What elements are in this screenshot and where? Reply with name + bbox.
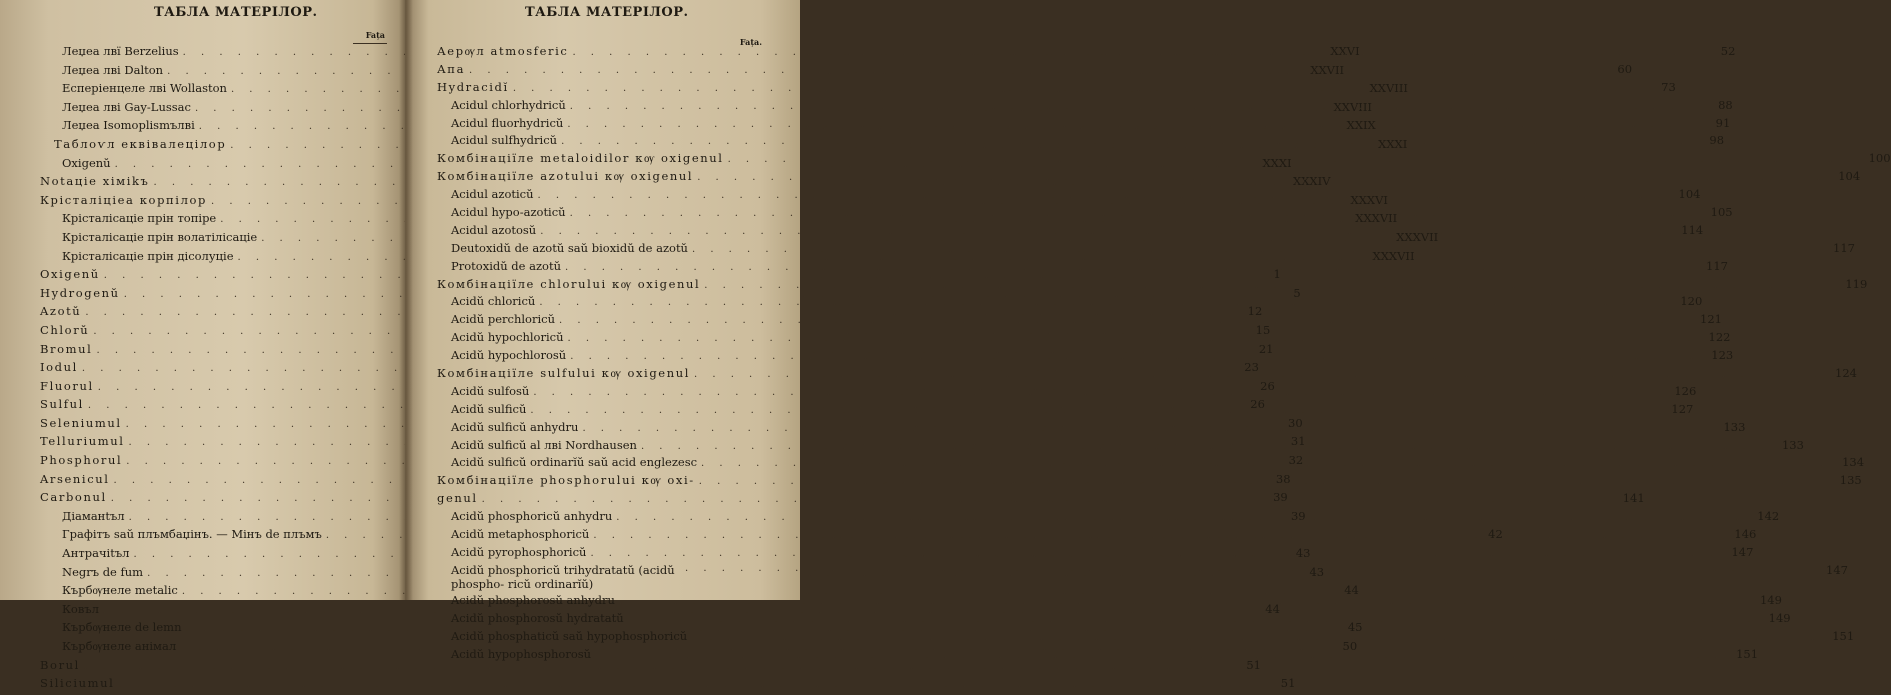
toc-entry-page: XXXVII [1396,229,1439,244]
toc-entry-page: 52 [1720,44,1736,58]
dot-leader [628,614,1757,625]
toc-entry-page: 127 [1671,401,1694,416]
toc-entry-title: Acidul fluorhydricŭ [451,115,564,130]
toc-entry-title: Леџеа лві Dalton [62,62,164,77]
toc-entry-page: 133 [1723,419,1746,434]
toc-entry-page: 151 [1736,646,1759,661]
toc-entry-title: Acidŭ sulficŭ ordinarĭŭ saŭ acid englezesc [451,455,698,470]
dot-leader [694,369,1823,380]
dot-leader [697,172,1826,183]
dot-leader [482,494,1611,505]
toc-entry-page: 147 [1731,544,1754,559]
dot-leader [641,441,1770,452]
toc-entry-page: 119 [1845,276,1868,291]
toc-entry-title: Oxigenŭ [40,267,100,282]
dot-leader [590,548,1719,559]
toc-entry-page: 104 [1838,169,1861,184]
dot-leader [728,154,1857,165]
toc-entry-page: 121 [1700,312,1722,327]
toc-entry-title: Acidŭ phosphoricŭ trihydratatŭ (acidŭ phospho- ricŭ ordinarĭŭ) [451,562,675,591]
toc-entry-page: 30 [1288,415,1303,430]
toc-entry-title: Кърбѹнеле de lemn [62,620,182,635]
toc-entry-title: Acidul azoticŭ [451,187,534,202]
dot-leader [568,333,1697,344]
toc-entry-page: 39 [1290,508,1306,523]
toc-entry-page: XXXVII [1372,248,1415,263]
dot-leader [692,244,1821,255]
toc-entry [437,276,1868,295]
toc-entry-page: XXVIII [1369,81,1408,96]
dot-leader [570,351,1699,362]
toc-entry-page: 43 [1309,564,1325,579]
toc-entry-page: 120 [1680,294,1703,309]
toc-entry-page: XXXI [1262,155,1292,170]
toc-entry-title: Bromul [40,341,93,356]
toc-entry-title: Кърбѹнеле metalic [62,583,178,598]
toc-entry-page: 122 [1708,330,1731,345]
toc-entry-page: 44 [1344,583,1359,598]
toc-entry-page: 105 [1710,205,1733,220]
toc-entry-title: Антрачіtъл [62,546,130,561]
toc-entry-page: 142 [1757,509,1780,524]
dot-leader [567,118,1696,133]
toc-entry-page: 126 [1674,383,1697,398]
dot-leader [572,47,1701,58]
toc-entry-title: Acidŭ phosphaticŭ saŭ hypophosphoricŭ [451,628,688,643]
toc-entry-page: XXVIII [1333,99,1372,114]
toc-entry-page: 98 [1709,133,1725,148]
toc-entry-title: Графітъ saŭ плъмбаџінъ. — Мінъ de плъмъ [62,527,322,542]
dot-leader [570,101,1699,112]
toc-entry-title: Acidŭ phosphorosŭ anhydru [451,592,615,607]
toc-entry-title: Леџеа лвї Berzelius [62,44,179,58]
toc-entry-title: Carbonul [40,490,107,505]
toc-entry-page: 51 [1280,676,1296,691]
dot-leader [561,136,1690,147]
toc-entry-page: 123 [1711,348,1734,363]
toc-entry-title: Acidŭ pyrophosphoricŭ [451,544,587,559]
dot-leader [538,190,1667,201]
toc-entry-title: Леџеа лві Gay-Lussac [62,99,191,114]
toc-entry-title: Acidŭ hypochlorosŭ [451,348,567,363]
toc-entry [40,676,1296,695]
toc-entry-title: Oxigenŭ [62,155,111,170]
toc-entry-title: Hydracidĭ [437,79,509,94]
toc-entry [437,294,1703,312]
toc-entry-page: 91 [1715,115,1731,130]
dot-leader [619,596,1748,607]
toc-entry-title: Acidŭ chloricŭ [451,294,536,309]
toc-entry-page: 114 [1681,222,1704,237]
toc-entry-page: 44 [1265,601,1280,616]
toc-entry-title: Borul [40,657,80,672]
toc-entry-title: Chlorŭ [40,322,90,337]
toc-entry-title: Acidul sulfhydricŭ [451,133,558,148]
dot-leader [691,632,1820,643]
toc-entry-title: Protoxidŭ de azotŭ [451,258,561,273]
toc-entry-page: 124 [1835,366,1857,381]
dot-leader [616,512,1745,523]
toc-entry-title: Леџеа Isomoplismълві [62,118,195,133]
toc-entry-page: 21 [1258,341,1274,356]
toc-entry-title: Hydrogenŭ [40,285,120,300]
toc-entry-title: Таблоѵл еквівалецілор [54,136,227,151]
toc-entry-title: Acidŭ hypophosphorosŭ [451,646,592,661]
toc-entry-page: 149 [1768,610,1791,625]
toc-entry-title: Ковъл [62,601,99,616]
toc-entry-title: Deutoxidŭ de azotŭ saŭ bioxidŭ de azotŭ [451,240,688,255]
toc-entry-page: 133 [1781,437,1804,452]
toc-entry-title: Крісталісаціе прін топіре [62,211,217,226]
dot-leader [701,458,1830,469]
toc-entry-page: 26 [1260,378,1275,393]
dot-leader [685,563,1814,574]
toc-entry-page: 45 [1347,620,1363,635]
dot-leader [539,297,1668,308]
dot-leader [582,423,1711,434]
toc-entry-page: 60 [1617,61,1633,76]
dot-leader [570,208,1699,219]
toc-entry-page: 117 [1833,240,1855,255]
running-head-right: ТАБЛА МАТЕРІЛОР. [525,5,689,20]
dot-leader [595,650,1724,661]
dot-leader [540,226,1669,237]
toc-entry-title: Telluriumul [40,434,125,449]
dot-leader [513,83,1642,94]
toc-entry [40,657,1261,677]
toc-entry-page: 50 [1342,639,1358,653]
toc-entry-page: 51 [1246,657,1261,672]
toc-entry-title: Acidul hypo-azoticŭ [451,205,566,220]
toc-entry-page: 146 [1734,527,1757,542]
page-column-label-left: Fața [365,30,385,40]
toc-entry-title: Комбінаціїле phosphorului кѹ oxi- [437,473,695,488]
toc-entry-title: Iodul [40,360,78,375]
dot-leader [469,62,1598,77]
toc-entry-page: XXIX [1346,118,1376,133]
toc-entry-page: 100 [1868,151,1891,166]
toc-entry-page: XXXVII [1355,211,1398,226]
toc-entry-title: Acidŭ sulfosŭ [451,383,530,398]
toc-entry-title: genul [437,491,478,506]
toc-entry-page: 141 [1622,491,1645,506]
toc-entry-page: 104 [1678,187,1701,202]
toc-entry-page: 149 [1759,592,1782,607]
toc-entry-title: Azotŭ [40,304,82,319]
toc-entry-title: Acidŭ hypochloricŭ [451,330,564,345]
dot-leader [118,679,1247,690]
toc-entry-title: Negrъ de fum [62,564,144,579]
toc-entry-title: Arsenicul [40,471,110,486]
toc-entry-page: XXXI [1378,136,1408,151]
toc-entry-title: Апа [437,61,466,76]
toc-entry-title: Крісталісаціе прін дісолуціе [62,248,234,263]
toc-entry-title: Комбінаціїле chlorului кѹ oxigenul [437,276,701,291]
dot-leader [704,280,1833,291]
toc-entry-page: 88 [1718,97,1733,112]
dot-leader [699,476,1828,487]
book-gutter [399,0,413,600]
toc-entry-page: XXXVI [1350,192,1388,207]
dot-leader [530,405,1659,416]
dot-leader [565,262,1694,273]
toc-entry-title: Acidŭ sulficŭ al лві Nordhausen [451,437,637,452]
dot-leader [593,530,1722,541]
toc-entry-page: 117 [1706,258,1728,273]
toc-entry-page: 32 [1288,453,1304,468]
toc-entry-title: Fluorul [40,378,94,393]
toc-entry-page: 12 [1247,304,1263,319]
toc-entry-title: Крісталісаціе прін волатілісаціе [62,229,258,244]
toc-entry-title: Siliciumul [40,676,115,691]
toc-entry-page: 73 [1661,79,1676,94]
toc-entry-title: Acidul chlorhydricŭ [451,97,566,112]
toc-entry-title: Acidŭ metaphosphoricŭ [451,527,590,542]
toc-entry-title: Комбінаціїле metaloidilor кѹ oxigenul [437,151,724,166]
toc-entry-title: Acidŭ phosphorosŭ hydratatŭ [451,610,624,625]
running-head-left: ТАБЛА МАТЕРІЛОР. [154,5,318,20]
toc-entry-title: Acidŭ sulficŭ anhydru [451,419,579,434]
toc-entry-title: Acidŭ phosphoricŭ anhydru [451,509,613,524]
toc-entry-title: Seleniumul [40,415,122,430]
toc-entry [437,258,1728,277]
dot-leader [533,387,1662,398]
toc-entry-title: Acidul azotosŭ [451,222,537,237]
toc-entry-page: 151 [1832,628,1855,643]
toc-entry-title: Комбінаціїле sulfului кѹ oxigenul [437,366,690,381]
toc-entry-page: 39 [1273,490,1288,505]
toc-entry-page: 15 [1255,322,1271,337]
toc-entry-title: Комбінаціїле azotului кѹ oxigenul [437,169,694,184]
toc-entry-page: 135 [1839,473,1862,488]
toc-entry-page: 42 [1488,527,1503,542]
toc-entry-title: Phosphorul [40,453,123,468]
toc-entry-title: Кърбѹнеле анімал [62,639,177,653]
toc-entry-page: 43 [1295,546,1311,561]
toc-entry [437,330,1731,348]
toc-entry-page: 147 [1826,562,1848,577]
toc-entry-page: XXVII [1310,62,1345,77]
toc-entry-title: Acidŭ sulficŭ [451,401,527,416]
toc-entry-page: XXVI [1330,44,1360,58]
dot-leader [559,315,1688,326]
toc-entry-page: 1 [1273,267,1281,282]
toc-entry-page: 23 [1244,360,1259,375]
toc-entry-page: XXXIV [1293,174,1331,189]
toc-entry-page: 38 [1275,471,1291,486]
toc-entry-page: 134 [1842,455,1865,470]
toc-entry-title: Sulful [40,397,84,412]
page-column-label-right: Fața. [739,37,762,47]
toc-entry-page: 26 [1250,397,1265,412]
toc-entry-title: Крісталіціеа корпілор [40,192,207,207]
toc-entry-title: Есперіенцеле лві Wollaston [62,81,227,96]
toc-entry-page: 31 [1290,434,1306,449]
toc-entry-title: Діаманtъл [62,508,125,523]
toc-entry [437,383,1697,402]
toc-entry-title: Notaціе хіміkъ [40,174,150,189]
toc-entry-page: 5 [1293,285,1301,300]
toc-entry-title: Acidŭ perchloricŭ [451,312,555,327]
toc-entry-title: Аерѹл atmosferic [437,44,569,58]
